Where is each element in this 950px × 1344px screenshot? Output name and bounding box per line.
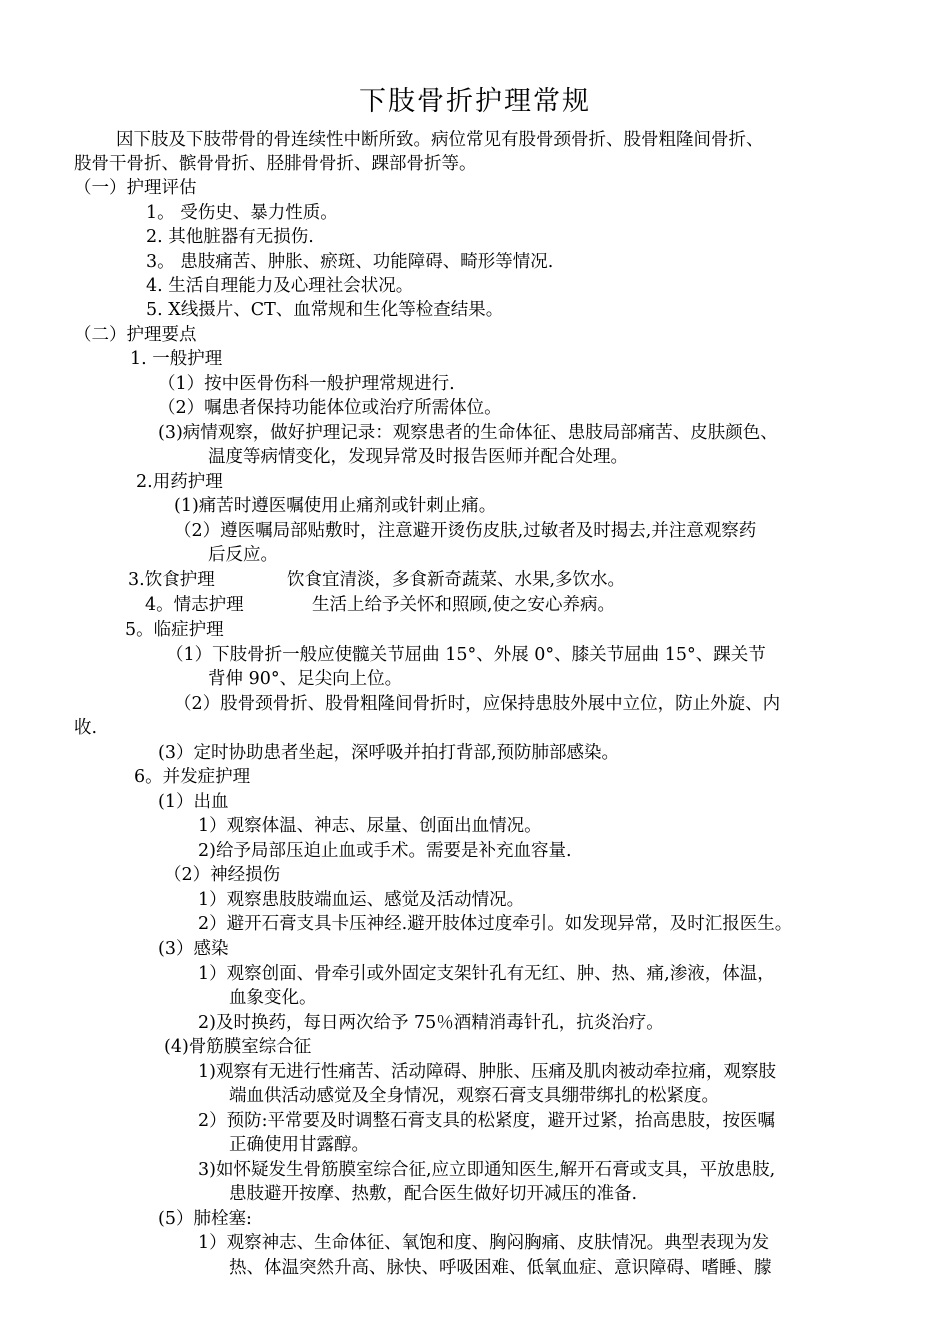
assessment-item-5: 5. X线摄片、CT、血常规和生化等检查结果。	[146, 300, 504, 320]
infection-heading: (3）感染	[158, 939, 229, 959]
general-care-item-3-line-1: (3)病情观察，做好护理记录：观察患者的生命体征、患肢局部痛苦、皮肤颜色、	[158, 423, 778, 443]
document-title: 下肢骨折护理常规	[359, 86, 591, 117]
infection-item-2: 2)及时换药，每日两次给予 75％酒精消毒针孔，抗炎治疗。	[198, 1013, 664, 1033]
infection-item-1-line-1: 1）观察创面、骨牵引或外固定支架针孔有无红、肿、热、痛,渗液，体温，	[198, 964, 775, 984]
nerve-injury-item-2: 2）避开石膏支具卡压神经.避开肢体过度牵引。如发现异常，及时汇报医生。	[198, 914, 793, 934]
assessment-item-1: 1。 受伤史、暴力性质。	[146, 203, 338, 223]
symptom-care-item-3: (3）定时协助患者坐起，深呼吸并拍打背部,预防肺部感染。	[158, 743, 620, 763]
symptom-care-item-2-line-1: （2）股骨颈骨折、股骨粗隆间骨折时，应保持患肢外展中立位，防止外旋、内	[174, 694, 781, 714]
emotional-care-heading: 4。情志护理	[145, 595, 244, 615]
medication-care-item-2-line-1: （2）遵医嘱局部贴敷时，注意避开烫伤皮肤,过敏者及时揭去,并注意观察药	[174, 521, 757, 541]
general-care-item-1: （1）按中医骨伤科一般护理常规进行.	[158, 374, 455, 394]
symptom-care-heading: 5。临症护理	[125, 620, 224, 640]
general-care-heading: 1. 一般护理	[130, 349, 223, 369]
compartment-item-1-line-1: 1)观察有无进行性痛苦、活动障碍、肿胀、压痛及肌肉被动牵拉痛，观察肢	[198, 1062, 776, 1082]
symptom-care-item-1-line-1: （1）下肢骨折一般应使髋关节屈曲 15°、外展 0°、膝关节屈曲 15°、踝关节	[166, 645, 766, 665]
complication-care-heading: 6。并发症护理	[134, 767, 251, 787]
compartment-item-3-line-1: 3)如怀疑发生骨筋膜室综合征,应立即通知医生,解开石膏或支具，平放患肢,	[198, 1160, 776, 1180]
medication-care-item-1: (1)痛苦时遵医嘱使用止痛剂或针刺止痛。	[174, 496, 497, 516]
symptom-care-item-2-line-2: 收.	[74, 718, 98, 738]
pulmonary-embolism-item-1-line-1: 1）观察神志、生命体征、氧饱和度、胸闷胸痛、皮肤情况。典型表现为发	[198, 1233, 770, 1253]
compartment-item-3-line-2: 患肢避开按摩、热敷，配合医生做好切开减压的准备.	[229, 1184, 638, 1204]
symptom-care-item-1-line-2: 背伸 90°、足尖向上位。	[208, 669, 403, 689]
bleeding-item-1: 1）观察体温、神志、尿量、创面出血情况。	[198, 816, 542, 836]
compartment-item-2-line-2: 正确使用甘露醇。	[229, 1135, 369, 1155]
general-care-item-3-line-2: 温度等病情变化，发现异常及时报告医师并配合处理。	[208, 447, 628, 467]
medication-care-heading: 2.用药护理	[136, 472, 223, 492]
infection-item-1-line-2: 血象变化。	[229, 988, 317, 1008]
nerve-injury-item-1: 1）观察患肢肢端血运、感觉及活动情况。	[198, 890, 525, 910]
assessment-item-2: 2. 其他脏器有无损伤.	[146, 227, 314, 247]
pulmonary-embolism-item-1-line-2: 热、体温突然升高、脉快、呼吸困难、低氧血症、意识障碍、嗜睡、朦	[229, 1258, 772, 1278]
bleeding-item-2: 2)给予局部压迫止血或手术。需要是补充血容量.	[198, 841, 572, 861]
section-heading-key-points: （二）护理要点	[74, 325, 197, 345]
nerve-injury-heading: （2）神经损伤	[164, 865, 281, 885]
compartment-item-1-line-2: 端血供活动感觉及全身情况，观察石膏支具绷带绑扎的松紧度。	[229, 1086, 719, 1106]
compartment-syndrome-heading: (4)骨筋膜室综合征	[164, 1037, 312, 1057]
assessment-item-3: 3。 患肢痛苦、肿胀、瘀斑、功能障碍、畸形等情况.	[146, 252, 554, 272]
bleeding-heading: (1）出血	[158, 792, 229, 812]
intro-line-2: 股骨干骨折、髌骨骨折、胫腓骨骨折、踝部骨折等。	[74, 154, 477, 174]
intro-line-1: 因下肢及下肢带骨的骨连续性中断所致。病位常见有股骨颈骨折、股骨粗隆间骨折、	[116, 130, 764, 150]
diet-care-heading: 3.饮食护理	[128, 570, 215, 590]
general-care-item-2: （2）嘱患者保持功能体位或治疗所需体位。	[158, 398, 502, 418]
emotional-care-content: 生活上给予关怀和照顾,使之安心养病。	[312, 595, 616, 615]
diet-care-content: 饮食宜清淡，多食新奇蔬菜、水果,多饮水。	[287, 570, 626, 590]
compartment-item-2-line-1: 2）预防:平常要及时调整石膏支具的松紧度，避开过紧，抬高患肢，按医嘱	[198, 1111, 776, 1131]
assessment-item-4: 4. 生活自理能力及心理社会状况。	[146, 276, 414, 296]
pulmonary-embolism-heading: (5）肺栓塞:	[158, 1209, 252, 1229]
section-heading-assessment: （一）护理评估	[74, 178, 197, 198]
medication-care-item-2-line-2: 后反应。	[208, 545, 278, 565]
